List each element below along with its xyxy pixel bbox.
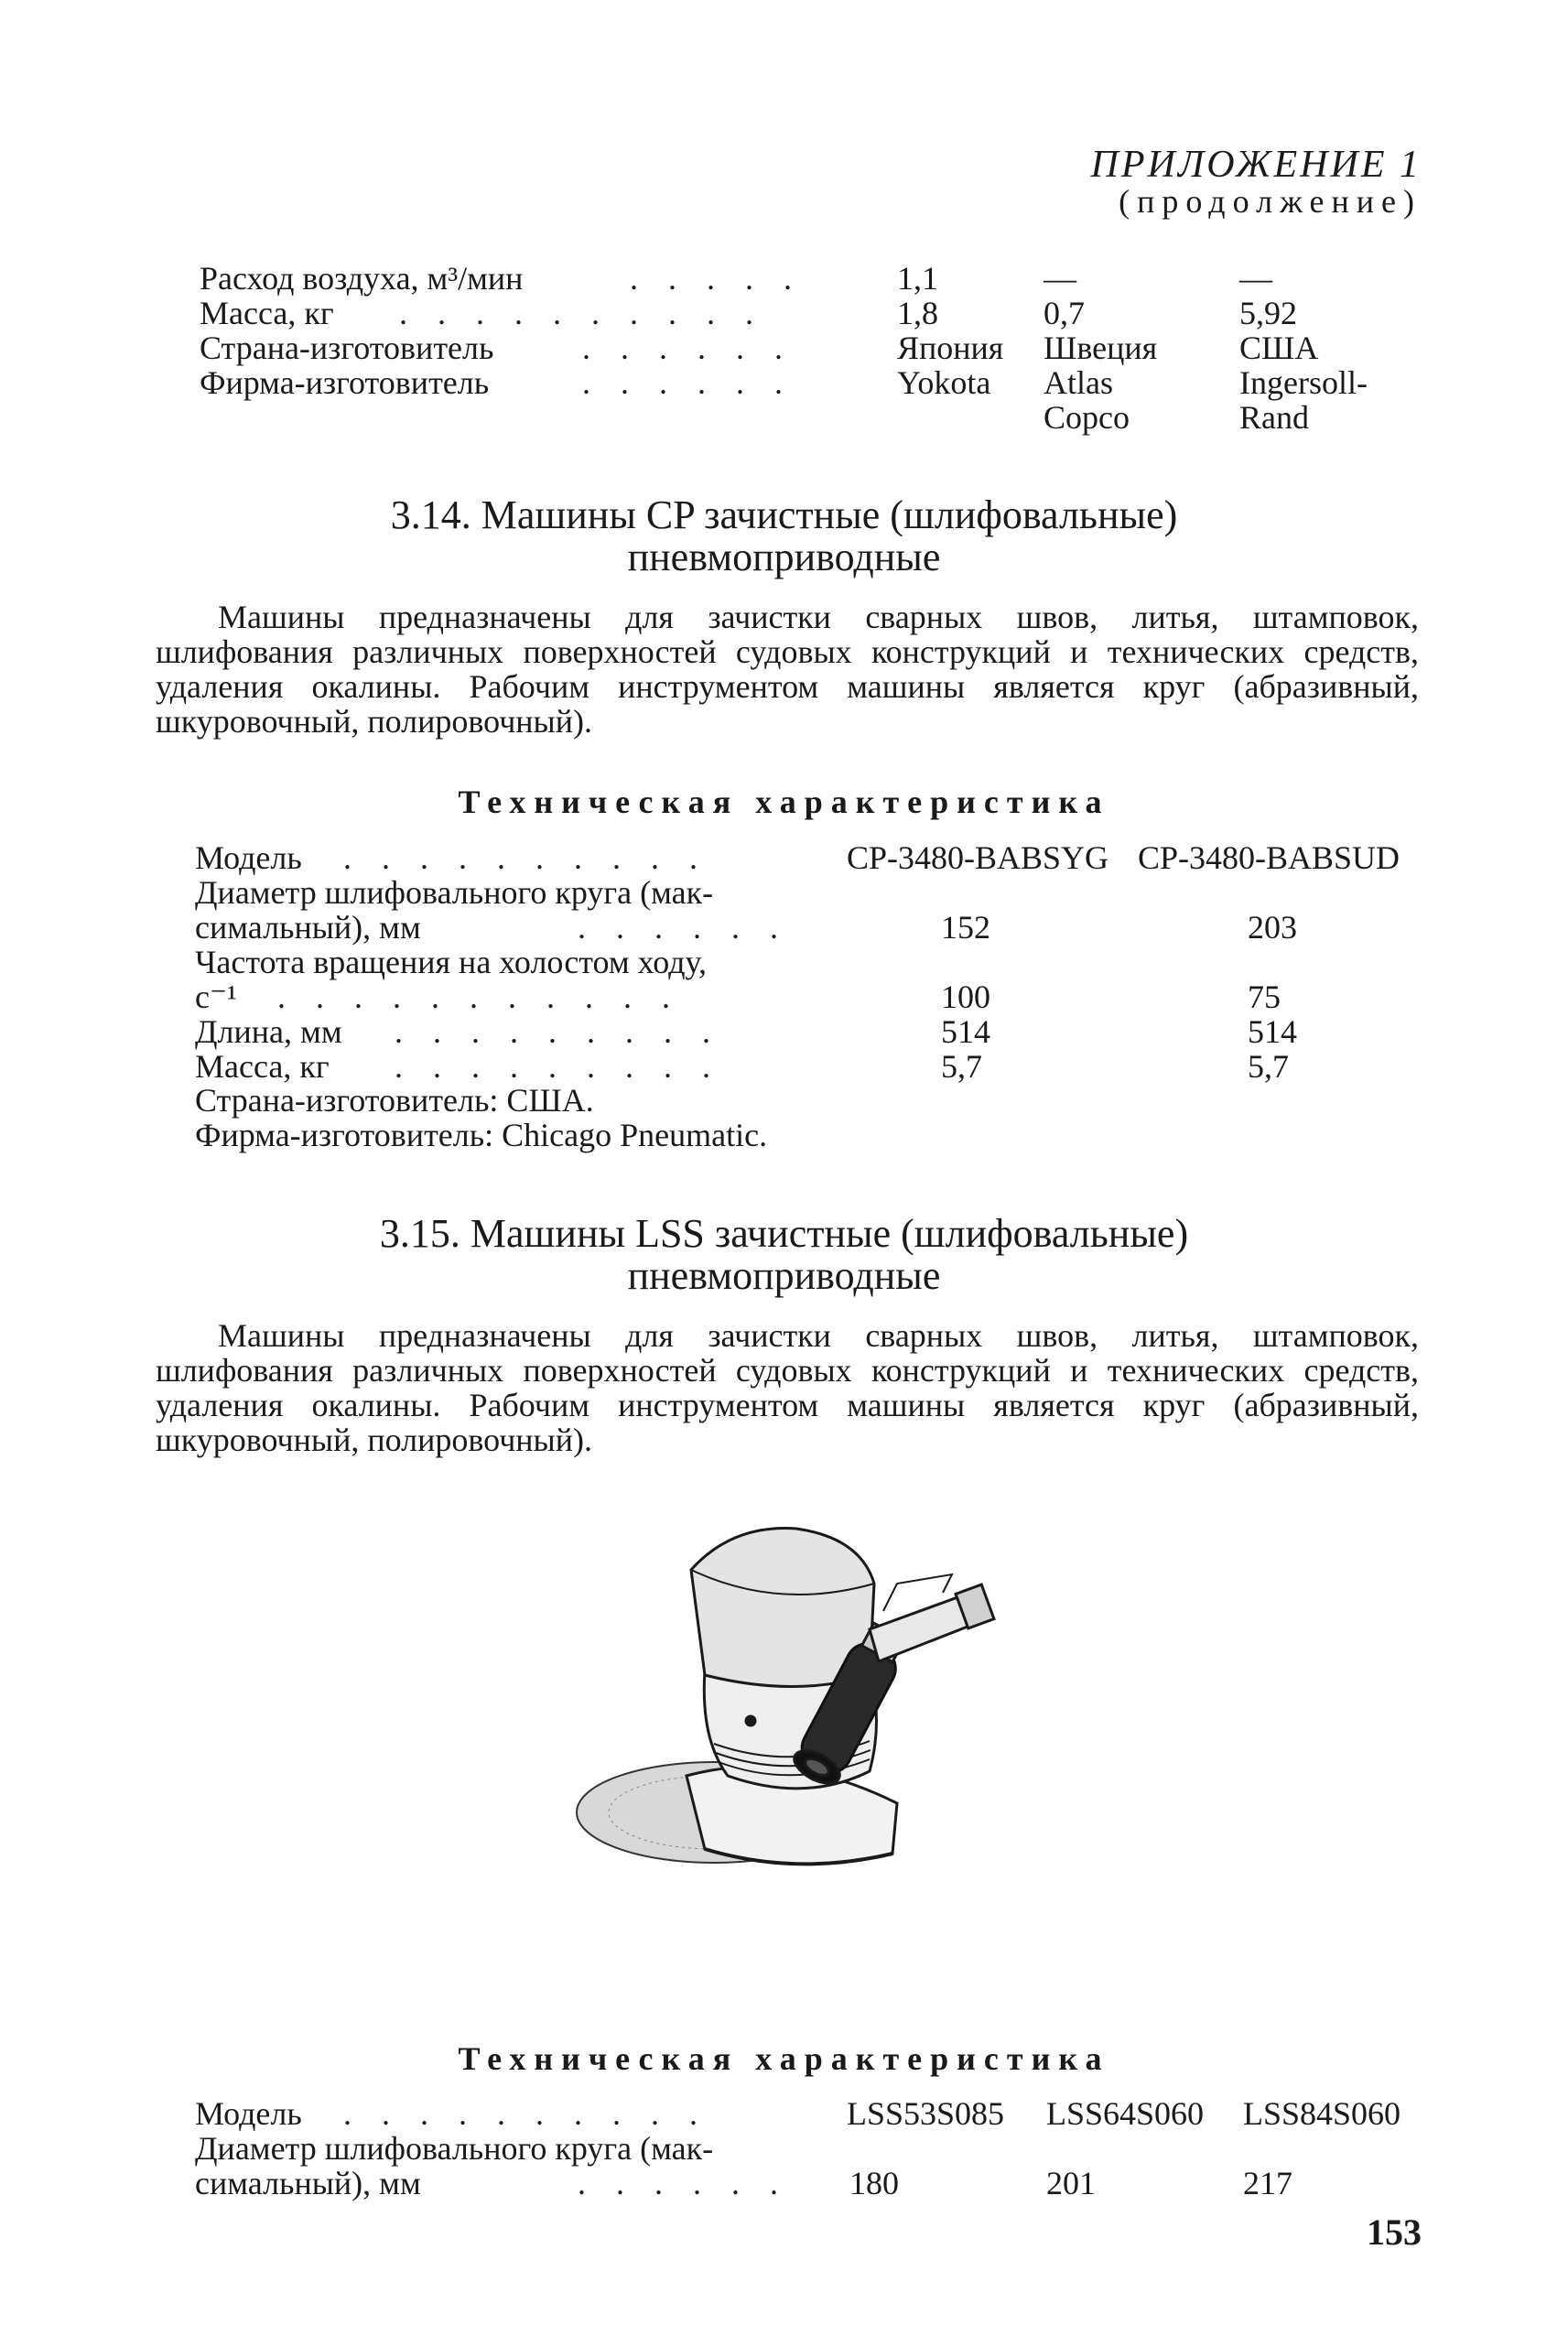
row-label: Масса, кг	[200, 295, 334, 331]
table-row	[195, 945, 1422, 1014]
row-label-line2: симальный), мм	[195, 909, 421, 946]
section-title-line1: 3.14. Машины CP зачистные (шлифовальные)	[390, 492, 1178, 537]
section-314-country: Страна-изготовитель: США.	[195, 1082, 594, 1119]
leader-dots: . . . . . . . . . . .	[277, 979, 681, 1015]
cell-value: 152	[941, 909, 990, 946]
section-314-spec-table	[195, 840, 1422, 1084]
cell-value: Ingersoll-	[1239, 364, 1368, 401]
leader-dots: . . . . . . . . .	[395, 1013, 721, 1050]
cell-value: —	[1239, 260, 1272, 297]
table-row	[195, 1049, 1422, 1084]
row-label: Длина, мм	[195, 1013, 342, 1050]
section-title-line1: 3.15. Машины LSS зачистные (шлифовальные)	[379, 1211, 1189, 1256]
cell-value: 5,7	[941, 1048, 982, 1085]
row-label-line1: Частота вращения на холостом ходу,	[195, 944, 707, 980]
row-label: Страна-изготовитель	[200, 330, 494, 366]
section-title-line2: пневмоприводные	[627, 1253, 941, 1298]
page-number: 153	[1367, 2211, 1422, 2253]
cell-value: Швеция	[1044, 330, 1158, 366]
table-row	[200, 400, 1426, 435]
section-314-paragraph: Машины предназначены для зачистки сварных швов, литья, штамповок, шлифования различных поверхностей судовых конструкций и технических средств, удаления окалины. Рабочим инструментом машины является круг (абразивный, шкуровочный, полировочный).	[156, 599, 1419, 740]
leader-dots: . . . . . .	[578, 909, 789, 946]
cell-value: Yokota	[897, 364, 991, 401]
row-label: Масса, кг	[195, 1048, 330, 1085]
leader-dots: . . . . . .	[582, 364, 794, 401]
row-label-line2: с⁻¹	[195, 979, 237, 1015]
cell-value: 1,1	[897, 260, 938, 297]
cell-value: —	[1044, 260, 1076, 297]
cell-value: 5,92	[1239, 295, 1297, 331]
cell-value: Rand	[1239, 399, 1309, 436]
table-row	[200, 261, 1426, 296]
row-label-line1: Диаметр шлифовального круга (мак-	[195, 2130, 714, 2167]
table-row	[200, 296, 1426, 330]
cell-value: Япония	[897, 330, 1004, 366]
table-row	[195, 840, 1422, 875]
model-name: LSS84S060	[1243, 2095, 1401, 2132]
cell-value: 1,8	[897, 295, 938, 331]
section-315-spec-table	[195, 2096, 1422, 2201]
row-label-line2: симальный), мм	[195, 2165, 421, 2201]
cell-value: Atlas	[1044, 364, 1113, 401]
cell-value: 0,7	[1044, 295, 1085, 331]
table-row	[195, 2096, 1422, 2131]
appendix-header	[1091, 145, 1422, 220]
angle-grinder-illustration	[568, 1501, 998, 1904]
leader-dots: . . . . . . . . . .	[399, 295, 764, 331]
section-315-title	[0, 1213, 1568, 1297]
leader-dots: . . . . .	[630, 260, 803, 297]
cell-value: Copco	[1044, 399, 1130, 436]
cell-value: США	[1239, 330, 1319, 366]
appendix-title: ПРИЛОЖЕНИЕ 1	[1090, 144, 1422, 186]
model-name: CP-3480-BABSYG	[847, 839, 1109, 876]
cell-value: 75	[1248, 979, 1281, 1015]
cell-value: 514	[941, 1013, 990, 1050]
model-name: LSS53S085	[847, 2095, 1005, 2132]
top-spec-table	[200, 261, 1426, 435]
cell-value: 201	[1046, 2165, 1096, 2201]
cell-value: 217	[1243, 2165, 1292, 2201]
model-name: CP-3480-BABSUD	[1138, 839, 1400, 876]
row-label: Фирма-изготовитель	[200, 364, 490, 401]
section-314-spec-heading: Техническая характеристика	[458, 784, 1110, 820]
leader-dots: . . . . . .	[582, 330, 794, 366]
leader-dots: . . . . . .	[578, 2165, 789, 2201]
row-label-line1: Диаметр шлифовального круга (мак-	[195, 874, 714, 911]
row-label: Модель	[195, 839, 302, 876]
leader-dots: . . . . . . . . .	[395, 1048, 721, 1085]
table-row	[200, 330, 1426, 365]
section-315-spec-heading: Техническая характеристика	[458, 2040, 1110, 2077]
cell-value: 203	[1248, 909, 1297, 946]
cell-value: 514	[1248, 1013, 1297, 1050]
leader-dots: . . . . . . . . . .	[343, 839, 708, 876]
cell-value: 100	[941, 979, 990, 1015]
row-label: Расход воздуха, м³/мин	[200, 260, 524, 297]
leader-dots: . . . . . . . . . .	[343, 2095, 708, 2132]
table-row	[195, 1014, 1422, 1049]
section-315-paragraph: Машины предназначены для зачистки сварных швов, литья, штамповок, шлифования различных поверхностей судовых конструкций и технических средств, удаления окалины. Рабочим инструментом машины является круг (абразивный, шкуровочный, полировочный).	[156, 1317, 1419, 1458]
cell-value: 5,7	[1248, 1048, 1289, 1085]
table-row	[195, 2131, 1422, 2201]
cell-value: 180	[849, 2165, 899, 2201]
appendix-subtitle: (продолжение)	[1119, 183, 1422, 221]
section-314-title	[0, 494, 1568, 579]
model-name: LSS64S060	[1046, 2095, 1205, 2132]
section-title-line2: пневмоприводные	[627, 535, 941, 579]
table-row	[200, 365, 1426, 400]
table-row	[195, 875, 1422, 945]
section-314-company: Фирма-изготовитель: Chicago Pneumatic.	[195, 1117, 768, 1153]
row-label: Модель	[195, 2095, 302, 2132]
